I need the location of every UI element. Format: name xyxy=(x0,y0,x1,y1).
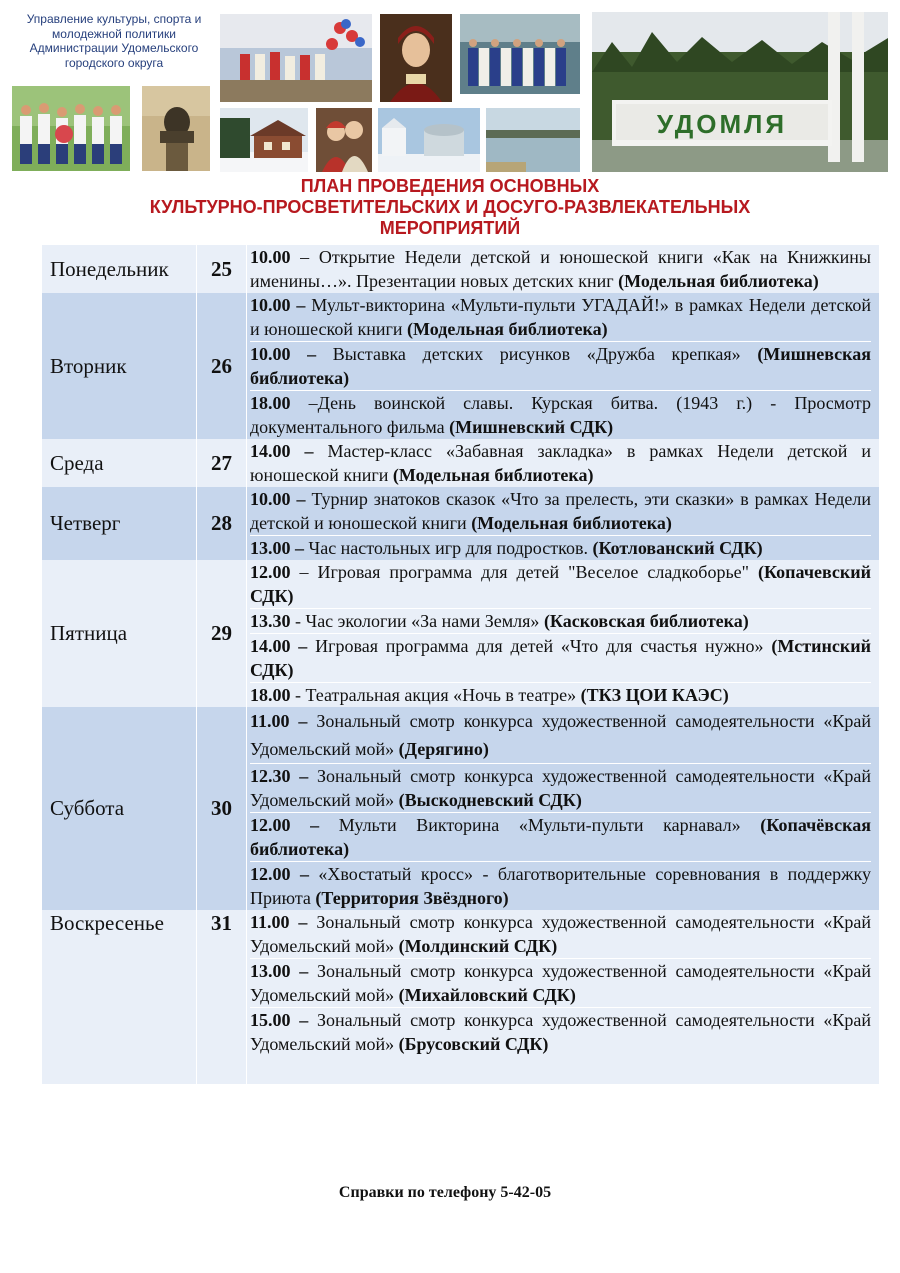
event-item xyxy=(250,763,871,812)
event-item xyxy=(250,535,871,560)
udomlya-sign-photo xyxy=(592,12,888,172)
event-time: 10.00 – xyxy=(250,344,317,364)
event-time: 14.00 – xyxy=(250,636,308,656)
event-time: 10.00 – xyxy=(250,489,306,509)
organization-name xyxy=(10,12,218,70)
org-line: молодежной политики xyxy=(52,26,176,41)
event-time: 13.00 – xyxy=(250,538,304,558)
children-painting xyxy=(316,108,372,172)
day-date: 30 xyxy=(197,707,247,910)
event-text: Зональный смотр конкурса художественной самодеятельности «Край Удомельский мой» xyxy=(250,912,871,956)
day-date: 29 xyxy=(197,560,247,707)
event-item xyxy=(250,958,871,1007)
event-place: (Модельная библиотека) xyxy=(618,271,819,291)
event-time: 10.00 – xyxy=(250,295,306,315)
portrait-painting xyxy=(380,14,452,102)
event-place: (Котлованский СДК) xyxy=(592,538,763,558)
day-name: Пятница xyxy=(42,560,197,707)
event-text: Выставка детских рисунков «Дружба крепкая» xyxy=(316,344,758,364)
wooden-house-photo xyxy=(220,108,308,172)
event-text: – Открытие Недели детской и юношеской книги «Как на Книжкины именины…». Презентации новых детских книг xyxy=(250,247,871,291)
event-text: - Театральная акция «Ночь в театре» xyxy=(290,685,581,705)
org-line: городского округа xyxy=(64,55,164,70)
event-text: Игровая программа для детей «Что для счастья нужно» xyxy=(307,636,772,656)
sign-text: УДОМЛЯ xyxy=(656,109,788,139)
title-line: КУЛЬТУРНО-ПРОСВЕТИТЕЛЬСКИХ И ДОСУГО-РАЗВЛЕКАТЕЛЬНЫХ xyxy=(149,197,751,217)
schedule-row-saturday xyxy=(42,707,879,910)
event-place: (Мишневский СДК) xyxy=(449,417,614,437)
event-item xyxy=(250,439,871,487)
event-time: 11.00 – xyxy=(250,711,308,731)
event-place: (Выскодневский СДК) xyxy=(398,790,582,810)
event-place: (Касковская библиотека) xyxy=(543,611,749,631)
event-item xyxy=(250,341,871,390)
day-date: 26 xyxy=(197,293,247,439)
event-time: 12.00 xyxy=(250,562,291,582)
event-text: Зональный смотр конкурса художественной самодеятельности «Край Удомельский мой» xyxy=(250,1010,871,1054)
choir-photo xyxy=(460,14,580,94)
day-name: Среда xyxy=(42,439,197,487)
event-item xyxy=(250,682,871,707)
event-item xyxy=(250,487,871,535)
event-place: (Дерягино) xyxy=(398,739,489,759)
event-place: (Модельная библиотека) xyxy=(471,513,672,533)
day-name: Вторник xyxy=(42,293,197,439)
event-text: Мульти Викторина «Мульти-пульти карнавал» xyxy=(319,815,761,835)
event-text: - Час экологии «За нами Земля» xyxy=(290,611,544,631)
schedule-row-friday xyxy=(42,560,879,707)
day-name: Воскресенье xyxy=(42,910,197,1084)
winter-building-photo xyxy=(378,108,480,172)
event-time: 11.00 – xyxy=(250,912,308,932)
event-list xyxy=(247,245,879,293)
event-time: 18.00 xyxy=(250,393,291,413)
event-place: (Копачевский СДК) xyxy=(250,562,871,606)
schedule-table xyxy=(42,245,879,1084)
event-text: – Игровая программа для детей "Веселое сладкоборье" xyxy=(290,562,759,582)
event-item xyxy=(250,1007,871,1056)
event-item xyxy=(250,812,871,861)
event-place: (Мстинский СДК) xyxy=(250,636,871,680)
day-date: 28 xyxy=(197,487,247,560)
event-place: (Модельная библиотека) xyxy=(407,319,608,339)
event-item xyxy=(250,560,871,608)
event-text: «Хвостатый кросс» - благотворительные соревнования в поддержку Приюта xyxy=(250,864,872,908)
event-list xyxy=(247,560,879,707)
event-text: Мульт-викторина «Мульти-пульти УГАДАЙ!» в рамках Недели детской и юношеской книги xyxy=(250,295,871,339)
event-item xyxy=(250,293,871,341)
org-line: Администрации Удомельского xyxy=(29,41,199,55)
event-list xyxy=(247,487,879,560)
event-place: (Брусовский СДК) xyxy=(398,1034,549,1054)
day-name: Понедельник xyxy=(42,245,197,293)
event-place: (Копачёвская библиотека) xyxy=(250,815,872,859)
event-time: 15.00 – xyxy=(250,1010,309,1030)
day-date: 27 xyxy=(197,439,247,487)
event-item xyxy=(250,633,871,682)
event-item xyxy=(250,390,871,439)
schedule-row-thursday xyxy=(42,487,879,560)
event-place: (Мишневская библиотека) xyxy=(250,344,871,388)
monument-photo xyxy=(142,86,210,171)
event-list xyxy=(247,293,879,439)
event-time: 14.00 – xyxy=(250,441,314,461)
event-time: 12.30 – xyxy=(250,766,309,786)
day-name: Суббота xyxy=(42,707,197,910)
event-text: Турнир знатоков сказок «Что за прелесть, эти сказки» в рамках Недели детской и юношеской книги xyxy=(250,489,872,533)
phone-info: Справки по телефону 5-42-05 xyxy=(338,1184,552,1201)
event-text: –День воинской славы. Курская битва. (1943 г.) - Просмотр документального фильма xyxy=(250,393,871,437)
event-place: (Модельная библиотека) xyxy=(392,465,594,485)
schedule-row-wednesday xyxy=(42,439,879,487)
org-line: Управление культуры, спорта и xyxy=(26,12,202,26)
event-item xyxy=(250,707,871,763)
schedule-row-monday xyxy=(42,245,879,293)
day-name: Четверг xyxy=(42,487,197,560)
event-item xyxy=(250,861,871,910)
event-list xyxy=(247,910,879,1084)
title-line: МЕРОПРИЯТИЙ xyxy=(379,218,521,238)
event-text: Зональный смотр конкурса художественной самодеятельности «Край Удомельский мой» xyxy=(250,961,871,1005)
event-text: Зональный смотр конкурса художественной самодеятельности «Край Удомельский мой» xyxy=(250,766,871,810)
event-item xyxy=(250,910,871,958)
event-time: 13.30 xyxy=(250,611,291,631)
event-text: Мастер-класс «Забавная закладка» в рамках Недели детской и юношеской книги xyxy=(250,441,871,485)
event-place: (Молдинский СДК) xyxy=(398,936,558,956)
schedule-row-tuesday xyxy=(42,293,879,439)
event-time: 18.00 xyxy=(250,685,291,705)
event-text: Зональный смотр конкурса художественной самодеятельности «Край Удомельский мой» xyxy=(250,711,871,759)
event-list xyxy=(247,707,879,910)
event-place: (Территория Звёздного) xyxy=(315,888,509,908)
title-line: ПЛАН ПРОВЕДЕНИЯ ОСНОВНЫХ xyxy=(300,176,600,196)
event-text: Час настольных игр для подростков. xyxy=(304,538,593,558)
group-photo xyxy=(12,86,130,171)
event-place: (ТКЗ ЦОИ КАЭС) xyxy=(580,685,729,705)
event-list xyxy=(247,439,879,487)
schedule-row-sunday xyxy=(42,910,879,1084)
day-date: 31 xyxy=(197,910,247,1084)
event-item xyxy=(250,245,871,293)
event-time: 10.00 xyxy=(250,247,291,267)
page-title xyxy=(0,176,900,239)
lake-photo xyxy=(486,108,580,172)
day-date: 25 xyxy=(197,245,247,293)
event-time: 13.00 – xyxy=(250,961,309,981)
event-time: 12.00 – xyxy=(250,815,320,835)
event-place: (Михайловский СДК) xyxy=(398,985,576,1005)
event-item xyxy=(250,608,871,633)
dancers-photo xyxy=(220,14,372,102)
event-time: 12.00 – xyxy=(250,864,309,884)
